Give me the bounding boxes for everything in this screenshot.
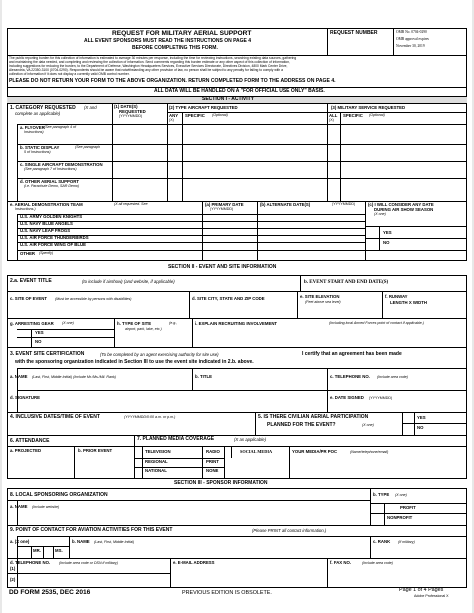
form-number: DD FORM 2535, DEC 2016 [9,589,91,596]
inclusive-dates-field[interactable] [8,422,254,434]
mr-checkbox[interactable] [18,547,30,557]
category-hint: (X and [84,105,97,110]
site-elevation-field[interactable] [299,308,381,317]
media-none: NONE [206,468,219,473]
cert-title-label: b. TITLE [195,374,212,379]
site-city-label: d. SITE CITY, STATE AND ZIP CODE [192,296,265,301]
team-navy-leap-frogs: U.S. NAVY LEAP FROGS [20,228,71,233]
recruiting-label: i. EXPLAIN RECRUITING INVOLVEMENT [195,321,278,326]
poc-telephone-2-field[interactable] [19,575,169,587]
demo-team-label: e. AERIAL DEMONSTRATION TEAM [10,202,83,207]
poc-telephone-2: (2) [10,577,16,582]
event-dates-field[interactable] [302,285,466,290]
poc-email-label: e. E-MAIL ADDRESS [173,560,215,565]
profit-checkbox[interactable] [371,504,383,512]
sponsor-nonprofit: NONPROFIT [387,515,413,520]
site-elevation-label: e. SITE ELEVATION [300,294,340,299]
team-army-golden-knights: U.S. ARMY GOLDEN KNIGHTS [20,214,83,219]
aviation-poc-label: 9. POINT OF CONTACT FOR AVIATION ACTIVITIES FOR THIS EVENT [10,527,173,533]
media-television: TELEVISION [145,449,171,454]
cert-signature-label: d. SIGNATURE [10,395,40,400]
recruiting-field[interactable] [194,328,466,346]
attendance-label: 6. ATTENDANCE [10,438,50,444]
team-other-hint: (Specify) [39,251,54,255]
cert-phone-label: c. TELEPHONE NO. [330,374,370,379]
media-coverage-hint: (X as applicable) [234,437,267,442]
consider-yes-checkbox[interactable] [367,228,377,237]
cert-name-hint: (Last, First, Middle Initial) (Include Mr./Ms./Mil. Rank) [32,375,116,379]
static-display-hint-2: 5 of Instructions) [24,150,51,154]
regional-checkbox[interactable] [135,459,141,466]
cert-phone-hint: (Include area code) [377,375,408,379]
page-number: Page 1 of 4 Pages [399,587,444,593]
tv-checkbox[interactable] [135,447,141,457]
header-instructions: ALL EVENT SPONSORS MUST READ THE INSTRUCTIONS ON PAGE 4 [84,38,252,44]
attendance-prior: b. PRIOR EVENT [78,448,113,453]
team-other-label: OTHER [20,251,36,256]
media-print: PRINT [206,459,219,464]
gear-no: NO [35,339,42,344]
certification-label: 3. EVENT SITE CERTIFICATION [10,351,85,357]
arresting-gear-hint: (X one) [62,321,74,325]
primary-date-label: (a) PRIMARY DATE [205,202,244,207]
recruiting-hint: (Including local Armed Forces point of contact if applicable.) [329,321,424,325]
team-af-wing-of-blue: U.S. AIR FORCE WING OF BLUE [20,242,86,247]
poc-rank-hint: (If military) [398,540,415,544]
attendance-projected-field[interactable] [8,456,73,477]
cert-phone-field[interactable] [329,382,466,389]
org-name-label: a. NAME [10,504,28,509]
poc-telephone-hint: (Include area code or DSN if military) [59,561,118,565]
inclusive-dates-label: 4. INCLUSIVE DATES/TIME OF EVENT [10,414,100,420]
civilian-participation-label: 5. IS THERE CIVILIAN AERIAL PARTICIPATION [258,414,369,420]
section-2-title: SECTION II - EVENT AND SITE INFORMATION [168,264,277,270]
form-title: REQUEST FOR MILITARY AERIAL SUPPORT [112,30,252,37]
consider-date-label: (c) I WILL CONSIDER ANY DATE [368,202,434,207]
org-name-hint: (Include website) [32,505,60,509]
certification-text-3: with the sponsoring organization indicated in Section III to use the event site indicated in 2.b. above. [15,359,254,365]
cert-name-label: a. NAME [10,374,28,379]
team-navy-blue-angels: U.S. NAVY BLUE ANGELS [20,221,73,226]
media-coverage-label: 7. PLANNED MEDIA COVERAGE [137,436,215,442]
media-poc-label: YOUR MEDIA/PR POC [292,449,338,454]
aircraft-type-label: (2) TYPE AIRCRAFT REQUESTED [169,105,238,110]
site-type-hint-2: airport, park, lake, etc.) [125,327,162,331]
attendance-projected: a. PROJECTED [10,448,42,453]
software-note: Adobe Professional X [414,594,449,598]
gear-yes: YES [35,330,44,335]
attendance-prior-field[interactable] [75,456,133,477]
poc-telephone-1: (1) [10,566,16,571]
event-title-hint: (to include if airshow) (and website, if applicable) [82,279,175,284]
runway-label-2: LENGTH X WIDTH [390,300,427,305]
static-display-hint: (See paragraph [75,145,100,149]
date-requested-label: (1) DATE(S) [114,104,138,109]
poc-telephone-label: d. TELEPHONE NO. [10,560,51,565]
date-format: (YYYYMMDD) [119,114,143,118]
request-number-field[interactable] [330,38,390,53]
poc-rank-field[interactable] [372,547,466,557]
consider-no: NO [383,240,390,245]
poc-email-field[interactable] [172,568,326,587]
omb-date: November 30, 2019 [396,44,425,48]
flyover-label: a. FLYOVER [20,125,45,130]
sponsor-profit: PROFIT [400,505,416,510]
media-radio: RADIO [206,449,220,454]
site-of-event-field[interactable] [8,306,188,317]
consider-no-checkbox[interactable] [367,240,377,249]
single-aircraft-label: c. SINGLE AIRCRAFT DEMONSTRATION [20,162,103,167]
omb-approval: OMB approval expires [396,37,429,41]
return-warning: PLEASE DO NOT RETURN YOUR FORM TO THE ABOVE ORGANIZATION. RETURN COMPLETED FORM TO THE ADDRESS ON PAGE 4. [9,78,336,84]
consider-date-hint: (X one) [374,212,386,216]
certification-text-2: I certify that an agreement has been made [302,351,402,357]
social-checkbox[interactable] [225,447,230,457]
arresting-gear-label: g. ARRESTING GEAR [10,321,54,326]
event-title-field[interactable] [8,285,298,290]
civilian-no-checkbox[interactable] [403,424,413,434]
omb-number: OMB No. 0704-0290 [396,30,427,34]
single-aircraft-hint: (See paragraph 7 of Instructions) [24,167,77,171]
specific-service-label: SPECIFIC [343,113,363,118]
burden-text-3: including suggestions for reducing the burden, to the Department of Defense, Washington Headquarters Services, Executive Services Directorate, Directives Division, 4800 Mark Center Drive, [9,64,288,68]
inclusive-dates-hint: (YYYYMMDD/0:00 a.m. or p.m.) [124,415,176,419]
media-poc-hint: (Name/telephone/email) [350,450,389,454]
site-type-label: h. TYPE OF SITE [117,321,152,326]
media-social: SOCIAL MEDIA [240,449,273,454]
burden-text-5: collection of information if it does not display a currently valid OMB control number. [9,72,130,76]
cert-name-field[interactable] [19,382,191,389]
cert-date-signed-label: e. DATE SIGNED [330,395,364,400]
civilian-no: NO [417,425,424,430]
specific-optional: (Optional) [212,113,228,117]
sponsor-type-hint: (X one) [395,493,407,497]
consider-yes: YES [383,230,392,235]
poc-name-field[interactable] [71,547,369,557]
burden-text-4: Alexandria, VA 22350-3100 (0704-0290). Respondents should be aware that notwithstanding any other provision of law, no person shall be subject to any penalty for failing to comply with a [9,68,283,72]
certification-text: (To be completed by an agent exercising authority for site use) [100,352,219,357]
ms-checkbox[interactable] [44,547,52,557]
sponsor-type-label: b. TYPE [373,492,390,497]
primary-date-format: (YYYYMMDD) [210,207,234,211]
salutation-ms: MS. [55,548,63,553]
site-of-event-label: c. SITE OF EVENT [10,296,48,301]
alternate-date-label: (b) ALTERNATE DATE(S) [260,202,311,207]
header-instructions-2: BEFORE COMPLETING THIS FORM. [132,45,218,51]
nonprofit-checkbox[interactable] [371,514,383,524]
flyover-hint-2: Instructions) [24,130,44,134]
section-3-title: SECTION III - SPONSOR INFORMATION [174,480,268,486]
form-page [2,0,472,613]
any-label: ANY [169,113,179,118]
sponsoring-org-label: 8. LOCAL SPONSORING ORGANIZATION [10,492,108,498]
specific-service-optional: (Optional) [369,113,385,117]
civilian-yes-checkbox[interactable] [403,413,413,422]
other-support-label: d. OTHER AERIAL SUPPORT [20,179,79,184]
gear-no-checkbox[interactable] [18,338,30,346]
category-hint-2: complete as applicable) [15,111,61,116]
obsolete-notice: PREVIOUS EDITION IS OBSOLETE. [182,590,272,596]
media-national: NATIONAL [145,468,167,473]
runway-label: f. RUNWAY [385,294,408,299]
all-x-label: (X) [329,118,334,122]
demo-team-hint-2: Instructions.) [15,207,36,211]
other-support-hint: (i.e. Parachute Demo, SAR Demo) [24,184,80,188]
cert-title-field[interactable] [194,382,326,389]
flyover-hint: (See paragraph 4 of [44,125,76,129]
team-af-thunderbirds: U.S. AIR FORCE THUNDERBIRDS [20,235,89,240]
poc-rank-label: c. RANK [373,539,391,544]
site-elevation-hint: (Feet above sea level) [305,300,341,304]
consider-date-label-2: DURING AIR SHOW SEASON [374,207,434,212]
any-x-label: (X) [169,118,174,122]
poc-name-label: b. NAME [72,539,90,544]
salutation-mr: MR. [33,548,41,553]
poc-fax-field[interactable] [329,568,466,587]
burden-text-2: and maintaining the data needed, and completing and reviewing the collection of information. Send comments regarding this burden estimate or any other aspect of this collection of information, [9,60,290,64]
site-type-hint: (e.g., [169,321,178,325]
poc-fax-hint: (Include area code) [362,561,393,565]
date-requested-label-2: REQUESTED [119,109,146,114]
section-1-title: SECTION I - ACTIVITY [202,96,255,102]
alternate-date-format: (YYYYMMDD) [332,202,356,206]
org-name-field[interactable] [19,512,369,524]
civilian-participation-label-2: PLANNED FOR THE EVENT? [267,422,336,428]
site-of-event-hint: (Must be accessible by persons with disabilities) [55,297,132,301]
salutation-label: a. (X one) [10,539,30,544]
all-label: ALL [329,113,338,118]
event-title-label: 2.a. EVENT TITLE [10,278,52,284]
gear-yes-checkbox[interactable] [18,330,30,336]
civilian-participation-hint: (X one) [362,423,374,427]
media-regional: REGIONAL [145,459,168,464]
poc-fax-label: f. FAX NO. [330,560,352,565]
cert-date-signed-field[interactable] [329,402,466,411]
cert-date-signed-format: (YYYYMMDD) [369,396,393,400]
runway-field[interactable] [384,308,466,317]
event-dates-label: b. EVENT START AND END DATE(S) [304,280,389,285]
official-use-notice: ALL DATA WILL BE HANDLED ON A "FOR OFFICIAL USE ONLY" BASIS. [154,88,325,94]
category-label: 1. CATEGORY REQUESTED [10,105,76,111]
burden-text-1: The public reporting burden for this collection of information is estimated to average 30 minutes per response, including the time for reviewing instructions, searching existing data sources, gathering [9,56,297,60]
request-number-label: REQUEST NUMBER [330,30,378,36]
poc-name-hint: (Last, First, Middle Initial) [94,540,135,544]
media-poc-field[interactable] [291,457,466,477]
static-display-label: b. STATIC DISPLAY [20,145,60,150]
site-city-field[interactable] [191,306,296,317]
aviation-poc-hint: (Please PRINT all contact information.) [252,528,327,533]
national-checkbox[interactable] [135,468,141,477]
specific-label: SPECIFIC [185,113,205,118]
poc-telephone-1-field[interactable] [19,566,169,572]
military-service-label: (3) MILITARY SERVICE REQUESTED [331,105,406,110]
demo-team-hint: (X all requested. See [114,202,148,206]
civilian-yes: YES [417,415,426,420]
site-type-field[interactable] [116,335,191,346]
cert-signature-field[interactable] [19,402,326,411]
